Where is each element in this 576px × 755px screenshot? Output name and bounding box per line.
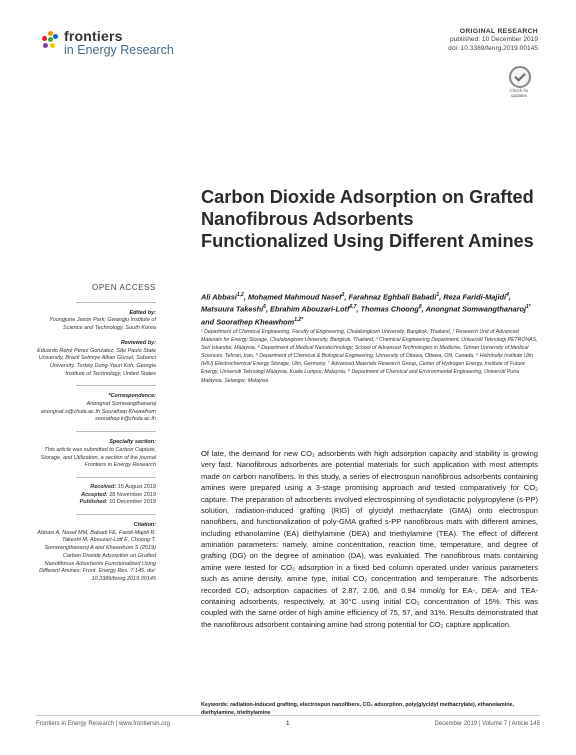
author-affiliation-marker: 3 bbox=[341, 292, 345, 298]
author-affiliation-marker: 1,2* bbox=[294, 316, 304, 323]
received-row bbox=[36, 484, 156, 492]
published-date-sidebar: 10 December 2019 bbox=[109, 499, 156, 506]
author-name[interactable]: Thomas Choong bbox=[360, 304, 419, 314]
author-affiliation-marker: 4 bbox=[506, 292, 509, 298]
author-affiliation-marker: 8 bbox=[418, 304, 422, 311]
author-name[interactable]: Farahnaz Eghbali Babadi bbox=[348, 292, 437, 302]
author-name[interactable]: Matsuura Takeshi bbox=[201, 304, 264, 314]
citation-label: Citation: bbox=[133, 522, 156, 529]
abstract: Of late, the demand for new CO₂ adsorbents with high adsorption capacity and stability is growing very fast. Nanofibrous adsorbents are potential materials for such application with most attempts made on carbon nanofibers. In this study, a series of electrospun nanofibrous adsorbents containing amines were prepared using a 3-stage promising approach and tested comparatively for CO₂ capture. The preparation of adsorbents involved electrospinning of syndiotactic polypropylene (s-PP) solution, radiation-induced grafting (RIG) of glycidyl methacrylate (GMA) onto electrospun nanofibers, and functionalization of poly-GMA grafted s-PP nanofibrous mats with different amines, including ethanolamine (EA) diethylamine (DEA) and triethylamine (TEA). The effect of different amination parameters: namely, amine concentration, reaction time, temperature, and degree of grafting (DG) on the degree of amination (DA), was evaluated. The nanofibrous mats containing amine were tested for CO₂ adsorption in a fixed bed column operated under various parameters such as amine density, amine type, initial CO₂ concentration and temperature. The adsorbents recorded CO₂ adsorption capacities of 2.87, 2.06, and 0.94 mmol/g for EA-, DEA- and TEA-containing adsorbents, respectively, at 30°C using initial CO₂ concentration of 15%. This was coupled with the same order of high amine efficiency of 75, 57, and 31%. Results demonstrated that the nanofibrous adsorbent containing amine had strong potential for CO₂ capture application. bbox=[201, 449, 538, 629]
article-meta bbox=[448, 28, 538, 53]
keywords-label: Keywords: bbox=[201, 702, 229, 708]
accepted-label: Accepted: bbox=[81, 491, 108, 498]
author-affiliation-marker: 1* bbox=[526, 304, 531, 311]
article-sidebar bbox=[36, 284, 156, 584]
article-type: ORIGINAL RESEARCH bbox=[459, 28, 538, 35]
frontiers-logo[interactable] bbox=[42, 28, 202, 60]
check-updates-label: Check for updates bbox=[509, 88, 529, 98]
footer-issue: December 2019 | Volume 7 | Article 145 bbox=[434, 721, 540, 727]
divider bbox=[76, 302, 156, 303]
published-label: Published: bbox=[79, 499, 108, 506]
citation: Abbasi A, Nasef MM, Babadi FE, Faridi-Majidi R, Takeshi M, Abouzari-Lotf E, Choong T, Somwangthanaroj A and Kheawhom S (2019) Carbon Dioxide Adsorption on Grafted Nanofibrous Adsorbents Functionalized Using Different Amines. Front. Energy Res. 7:145. doi: 10.3389/fenrg.2019.00145 bbox=[37, 529, 156, 582]
affiliations: ¹ Department of Chemical Engineering, Faculty of Engineering, Chulalongkorn University, Bangkok, Thailand, ² Research Unit of Advanced Materials for Energy Storage, Chulalongkorn University, Bangkok, Thailand, ³ Chemical Engineering Department, Universiti Teknologi PETRONAS, Seri Iskandar, Malaysia, ⁴ Department of Medical Nanotechnology, School of Advanced Technologies in Medicine, Tehran University of Medical Sciences, Tehran, Iran, ⁵ Department of Chemical & Biological Engineering, University of Ottawa, Ottawa, ON, Canada, ⁶ Helmholtz Institute Ulm (HIU) Electrochemical Energy Storage, Ulm, Germany, ⁷ Advanced Materials Research Group, Center of Hydrogen Energy, Institute of Future Energy, Universiti Teknologi Malaysia, Kuala Lumpur, Malaysia, ⁸ Department of Chemical and Environmental Engineering, Universiti Putra Malaysia, Selangor, Malaysia bbox=[201, 329, 538, 384]
accepted-date: 28 November 2019 bbox=[109, 491, 156, 498]
divider bbox=[76, 385, 156, 386]
received-label: Received: bbox=[90, 483, 117, 490]
page-footer bbox=[36, 715, 540, 727]
published-date: published: 10 December 2019 bbox=[450, 36, 538, 44]
author-name[interactable]: Reza Faridi-Majidi bbox=[443, 292, 507, 302]
keywords-list: radiation-induced grafting, electrospun nanofibers, CO₂ adsorption, poly(glycidyl methacrylate), ethanolamine, diethylamine, triethylamine bbox=[201, 702, 515, 716]
accepted-row bbox=[36, 492, 156, 500]
page-number: 1 bbox=[286, 721, 290, 727]
frontiers-dots-icon bbox=[42, 31, 60, 49]
editor: Youngjune Jason Park, Gwangju Institute of Science and Technology, South Korea bbox=[49, 317, 156, 332]
correspondence[interactable]: Anongnat Somwangthanaroj anongnat.s@chula.ac.th Soorathep Kheawhom soorathep.k@chula.ac.th bbox=[40, 401, 156, 423]
divider bbox=[76, 477, 156, 478]
reviewers: Eduardo René Perez Gonzalez, São Paulo State University, Brazil Selmiye Alkan Gürsel, Sabanci University, Turkey Dong-Yeun Koh, Georgia Institute of Technology, United States bbox=[37, 347, 156, 377]
edited-by-label: Edited by: bbox=[129, 309, 156, 316]
check-updates-icon bbox=[509, 66, 531, 88]
divider bbox=[76, 514, 156, 515]
reviewed-by-label: Reviewed by: bbox=[120, 339, 156, 346]
author-name[interactable]: Ebrahim Abouzari-Lotf bbox=[270, 304, 350, 314]
specialty: This article was submitted to Carbon Capture, Storage, and Utilization, a section of the journal Frontiers in Energy Research bbox=[40, 446, 156, 469]
author-list: Ali Abbasi$^{1,2}$, Mohamed Mahmoud Nasef$^3$, Farahnaz Eghbali Babadi$^1$, Reza Faridi-Majidi$^4$, Matsuura Takeshi$^5$, Ebrahim Abouzari-Lotf$^{6,7}$, Thomas Choong$^8$, Anongnat Somwangthanaroj$^{1*}$ and Soorathep Kheawhom$^{1,2*}$ bbox=[201, 292, 531, 327]
received-date: 15 August 2019 bbox=[117, 483, 156, 490]
author-name[interactable]: Anongnat Somwangthanaroj bbox=[425, 304, 527, 314]
divider bbox=[76, 431, 156, 432]
author-affiliation-marker: 1,2 bbox=[236, 292, 244, 298]
brand-name: frontiers bbox=[64, 28, 123, 44]
author-name[interactable]: Soorathep Kheawhom bbox=[216, 317, 295, 327]
doi-link[interactable]: doi: 10.3389/fenrg.2019.00145 bbox=[448, 44, 538, 52]
check-for-updates-button[interactable] bbox=[507, 66, 533, 96]
journal-name: in Energy Research bbox=[64, 43, 174, 57]
author-affiliation-marker: 6,7 bbox=[349, 304, 357, 311]
footer-journal[interactable]: Frontiers in Energy Research | www.frontiersin.org bbox=[36, 721, 170, 727]
author-affiliation-marker: 1 bbox=[436, 292, 440, 298]
author-name[interactable]: Ali Abbasi bbox=[201, 292, 237, 302]
author-name[interactable]: Mohamed Mahmoud Nasef bbox=[247, 292, 342, 302]
author-affiliation-marker: 5 bbox=[263, 304, 266, 311]
published-row bbox=[36, 499, 156, 507]
open-access-label: OPEN ACCESS bbox=[92, 283, 156, 292]
specialty-label: Specialty section: bbox=[109, 439, 156, 446]
article-title: Carbon Dioxide Adsorption on Grafted Nanofibrous Adsorbents Functionalized Using Different Amines bbox=[201, 187, 534, 251]
correspondence-label: *Correspondence: bbox=[108, 393, 156, 400]
